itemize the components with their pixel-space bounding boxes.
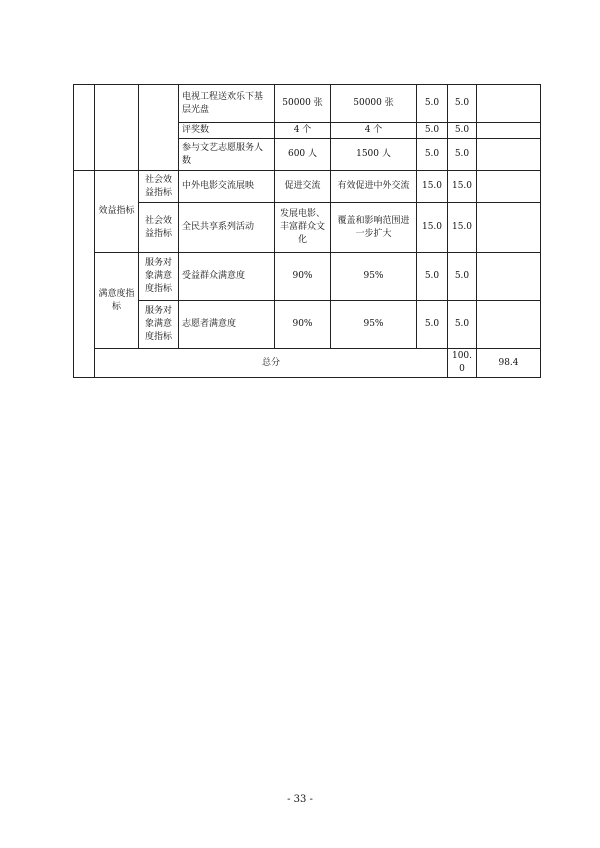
indicator-cell: 参与文艺志愿服务人数	[179, 139, 275, 171]
actual-cell: 95%	[331, 301, 417, 349]
total-score-cell: 98.4	[477, 349, 541, 378]
table-row	[74, 301, 541, 349]
indicator-cell: 电视工程送欢乐下基层光盘	[179, 85, 275, 123]
note-cell	[477, 139, 541, 171]
subcategory-cell: 服务对象满意度指标	[139, 253, 179, 301]
actual-cell: 4 个	[331, 123, 417, 139]
weight-cell: 5.0	[417, 253, 448, 301]
total-weight-cell: 100.0	[448, 349, 477, 378]
total-row	[74, 349, 541, 378]
note-cell	[477, 203, 541, 253]
score-cell: 5.0	[448, 253, 477, 301]
table-row	[74, 171, 541, 203]
actual-cell: 1500 人	[331, 139, 417, 171]
subcategory-cell: 社会效益指标	[139, 171, 179, 203]
weight-cell: 15.0	[417, 203, 448, 253]
weight-cell: 5.0	[417, 123, 448, 139]
note-cell	[477, 171, 541, 203]
note-cell	[477, 123, 541, 139]
note-cell	[477, 253, 541, 301]
category-cell: 满意度指标	[95, 253, 139, 349]
target-cell: 50000 张	[275, 85, 331, 123]
score-cell: 15.0	[448, 171, 477, 203]
score-cell: 5.0	[448, 123, 477, 139]
category-cell: 效益指标	[95, 171, 139, 253]
actual-cell: 50000 张	[331, 85, 417, 123]
actual-cell: 覆盖和影响范围进一步扩大	[331, 203, 417, 253]
note-cell	[477, 301, 541, 349]
target-cell: 促进交流	[275, 171, 331, 203]
table-row	[74, 253, 541, 301]
target-cell: 发展电影、丰富群众文化	[275, 203, 331, 253]
score-cell: 5.0	[448, 85, 477, 123]
total-label-cell: 总分	[95, 349, 448, 378]
weight-cell: 5.0	[417, 301, 448, 349]
target-cell: 90%	[275, 301, 331, 349]
actual-cell: 有效促进中外交流	[331, 171, 417, 203]
table-row	[74, 203, 541, 253]
level1-blank-cell	[74, 171, 95, 378]
subcategory-cell: 社会效益指标	[139, 203, 179, 253]
indicator-cell: 受益群众满意度	[179, 253, 275, 301]
weight-cell: 5.0	[417, 139, 448, 171]
indicator-cell: 志愿者满意度	[179, 301, 275, 349]
level3-blank-cell	[139, 85, 179, 171]
subcategory-cell: 服务对象满意度指标	[139, 301, 179, 349]
performance-table	[73, 84, 541, 378]
indicator-cell: 全民共享系列活动	[179, 203, 275, 253]
target-cell: 4 个	[275, 123, 331, 139]
score-cell: 15.0	[448, 203, 477, 253]
table-row	[74, 85, 541, 123]
note-cell	[477, 85, 541, 123]
indicator-cell: 中外电影交流展映	[179, 171, 275, 203]
score-cell: 5.0	[448, 139, 477, 171]
level1-blank-cell	[74, 85, 95, 171]
score-cell: 5.0	[448, 301, 477, 349]
target-cell: 600 人	[275, 139, 331, 171]
target-cell: 90%	[275, 253, 331, 301]
level2-blank-cell	[95, 85, 139, 171]
weight-cell: 5.0	[417, 85, 448, 123]
indicator-cell: 评奖数	[179, 123, 275, 139]
actual-cell: 95%	[331, 253, 417, 301]
weight-cell: 15.0	[417, 171, 448, 203]
page-number: - 33 -	[287, 794, 313, 805]
